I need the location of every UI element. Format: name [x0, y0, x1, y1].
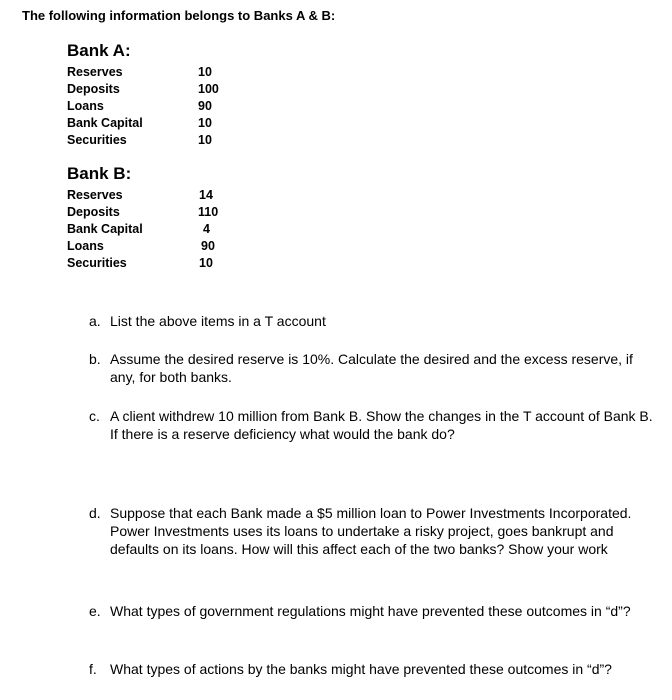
question-d	[89, 504, 659, 558]
bank-b-section	[67, 164, 219, 272]
row-label: Bank Capital	[67, 222, 143, 236]
row-value: 110	[198, 205, 219, 219]
question-b	[89, 350, 659, 386]
row-label: Loans	[67, 239, 104, 253]
row-label: Securities	[67, 256, 127, 270]
question-text: List the above items in a T account	[110, 313, 326, 329]
question-letter: e.	[89, 603, 101, 619]
row-label: Reserves	[67, 188, 123, 202]
bank-b-row-reserves	[67, 187, 213, 204]
row-label: Reserves	[67, 65, 123, 79]
question-letter: c.	[89, 408, 100, 424]
row-label: Bank Capital	[67, 116, 143, 130]
row-value: 90	[198, 99, 212, 113]
bank-b-row-deposits	[67, 204, 219, 221]
row-value: 10	[198, 133, 212, 147]
question-e	[89, 602, 659, 620]
bank-a-section	[67, 41, 219, 149]
question-c	[89, 407, 659, 443]
question-text: A client withdrew 10 million from Bank B. Show the changes in the T account of Bank B. If there is a reserve deficiency what would the bank do?	[110, 408, 653, 442]
row-value: 10	[199, 256, 213, 270]
bank-a-row-loans	[67, 98, 212, 115]
row-value: 90	[201, 239, 215, 253]
bank-a-row-securities	[67, 132, 212, 149]
bank-a-row-deposits	[67, 81, 219, 98]
question-letter: a.	[89, 313, 101, 329]
bank-b-row-loans	[67, 238, 215, 255]
row-value: 10	[198, 65, 212, 79]
row-value: 4	[203, 222, 210, 236]
bank-a-row-bank-capital	[67, 115, 212, 132]
bank-a-title: Bank A:	[67, 41, 131, 60]
row-label: Loans	[67, 99, 104, 113]
question-text: What types of government regulations might have prevented these outcomes in “d”?	[110, 603, 631, 619]
question-a	[89, 312, 659, 330]
row-value: 10	[198, 116, 212, 130]
question-text: Suppose that each Bank made a $5 million loan to Power Investments Incorporated. Power Investments uses its loans to undertake a risky project, goes bankrupt and defaults on its loans. How will this affect each of the two banks? Show your work	[110, 505, 632, 557]
intro-heading: The following information belongs to Banks A & B:	[22, 8, 336, 23]
question-letter: f.	[89, 661, 97, 677]
question-text: Assume the desired reserve is 10%. Calculate the desired and the excess reserve, if any, for both banks.	[110, 351, 633, 385]
question-f	[89, 660, 659, 678]
question-letter: d.	[89, 505, 101, 521]
row-value: 100	[198, 82, 219, 96]
question-text: What types of actions by the banks might have prevented these outcomes in “d”?	[110, 661, 612, 677]
bank-a-row-reserves	[67, 64, 212, 81]
row-value: 14	[199, 188, 213, 202]
bank-b-title: Bank B:	[67, 164, 132, 183]
bank-b-row-bank-capital	[67, 221, 210, 238]
row-label: Deposits	[67, 205, 120, 219]
row-label: Securities	[67, 133, 127, 147]
question-letter: b.	[89, 351, 101, 367]
bank-b-row-securities	[67, 255, 213, 272]
row-label: Deposits	[67, 82, 120, 96]
